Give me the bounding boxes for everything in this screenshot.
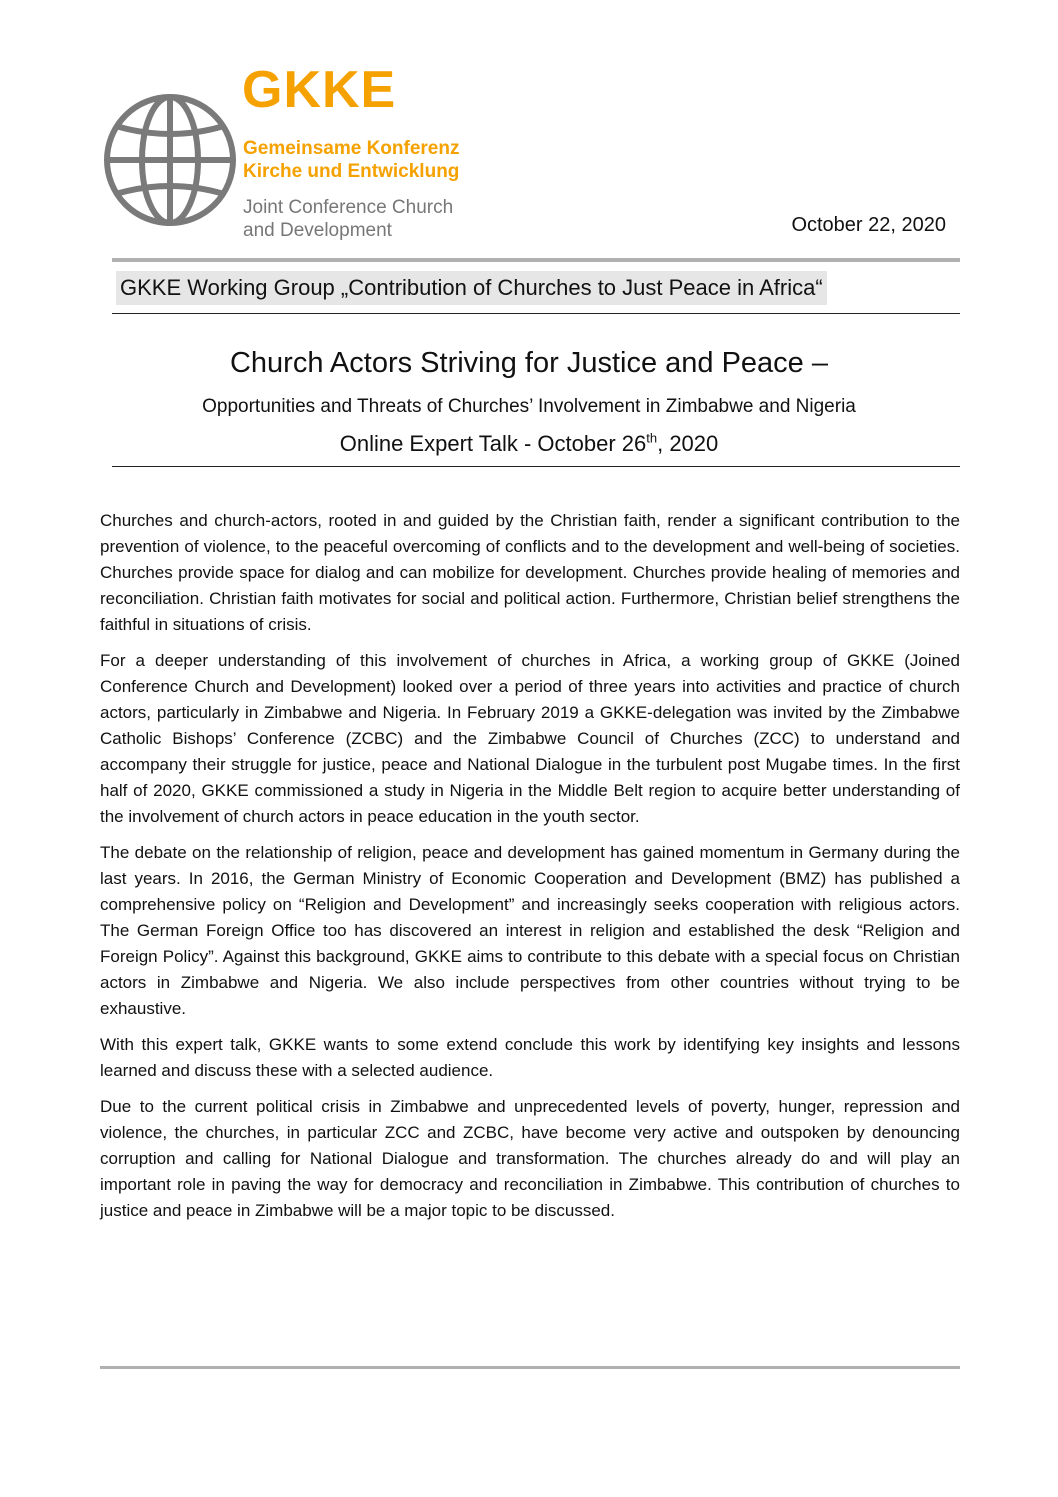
org-name-german-line1: Gemeinsame Konferenz xyxy=(243,138,460,159)
globe-icon xyxy=(100,90,240,230)
gkke-logo xyxy=(100,60,480,250)
org-name-german-line2: Kirche und Entwicklung xyxy=(243,161,460,182)
page-title: Church Actors Striving for Justice and Peace – xyxy=(229,347,828,379)
body-text xyxy=(100,508,960,1234)
paragraph: Churches and church-actors, rooted in and guided by the Christian faith, render a significant contribution to the prevention of violence, to the peaceful overcoming of conflicts and to the development and well-being of societies. Churches provide space for dialog and can mobilize for development. Churches provide healing of memories and reconciliation. Christian faith motivates for social and political action. Furthermore, Christian belief strengthens the faithful in situations of crisis. xyxy=(100,511,960,634)
title-divider xyxy=(112,466,960,467)
top-divider xyxy=(112,258,960,262)
footer-divider xyxy=(100,1366,960,1369)
paragraph: Due to the current political crisis in Zimbabwe and unprecedented levels of poverty, hunger, repression and violence, the churches, in particular ZCC and ZCBC, have become very active and outspoken by denouncing corruption and calling for National Dialogue and transformation. The churches already do and will play an important role in paving the way for democracy and reconciliation in Zimbabwe. This contribution of churches to justice and peace in Zimbabwe will be a major topic to be discussed. xyxy=(100,1097,960,1220)
header-divider xyxy=(112,313,960,314)
page-subtitle: Opportunities and Threats of Churches’ Involvement in Zimbabwe and Nigeria xyxy=(202,396,856,417)
event-date-ordinal: th xyxy=(646,430,658,446)
paragraph: For a deeper understanding of this involvement of churches in Africa, a working group of GKKE (Joined Conference Church and Development) looked over a period of three years into activities and practice of church actors, particularly in Zimbabwe and Nigeria. In February 2019 a GKKE-delegation was invited by the Zimbabwe Catholic Bishops’ Conference (ZCBC) and the Zimbabwe Council of Churches (ZCC) to understand and accompany their struggle for justice, peace and National Dialogue in the turbulent post Mugabe times. In the first half of 2020, GKKE commissioned a study in Nigeria in the Middle Belt region to acquire better understanding of the involvement of church actors in peace education in the youth sector. xyxy=(100,651,960,826)
paragraph: With this expert talk, GKKE wants to some extend conclude this work by identifying key insights and lessons learned and discuss these with a selected audience. xyxy=(100,1035,960,1080)
working-group-title: GKKE Working Group „Contribution of Churches to Just Peace in Africa“ xyxy=(116,271,827,305)
org-acronym: GKKE xyxy=(242,61,397,119)
event-date-suffix: , 2020 xyxy=(657,431,719,456)
event-line xyxy=(0,428,1058,460)
event-date-prefix: Online Expert Talk - October 26 xyxy=(339,431,647,456)
paragraph: The debate on the relationship of religion, peace and development has gained momentum in Germany during the last years. In 2016, the German Ministry of Economic Cooperation and Development (BMZ) has published a comprehensive policy on “Religion and Development” and increasingly seeks cooperation with religious actors. The German Foreign Office too has discovered an interest in religion and established the desk “Religion and Foreign Policy”. Against this background, GKKE aims to contribute to this debate with a special focus on Christian actors in Zimbabwe and Nigeria. We also include perspectives from other countries without trying to be exhaustive. xyxy=(100,843,960,1018)
org-name-english-line2: and Development xyxy=(243,220,392,241)
org-name-english-line1: Joint Conference Church xyxy=(243,197,454,218)
document-date: October 22, 2020 xyxy=(791,214,946,236)
